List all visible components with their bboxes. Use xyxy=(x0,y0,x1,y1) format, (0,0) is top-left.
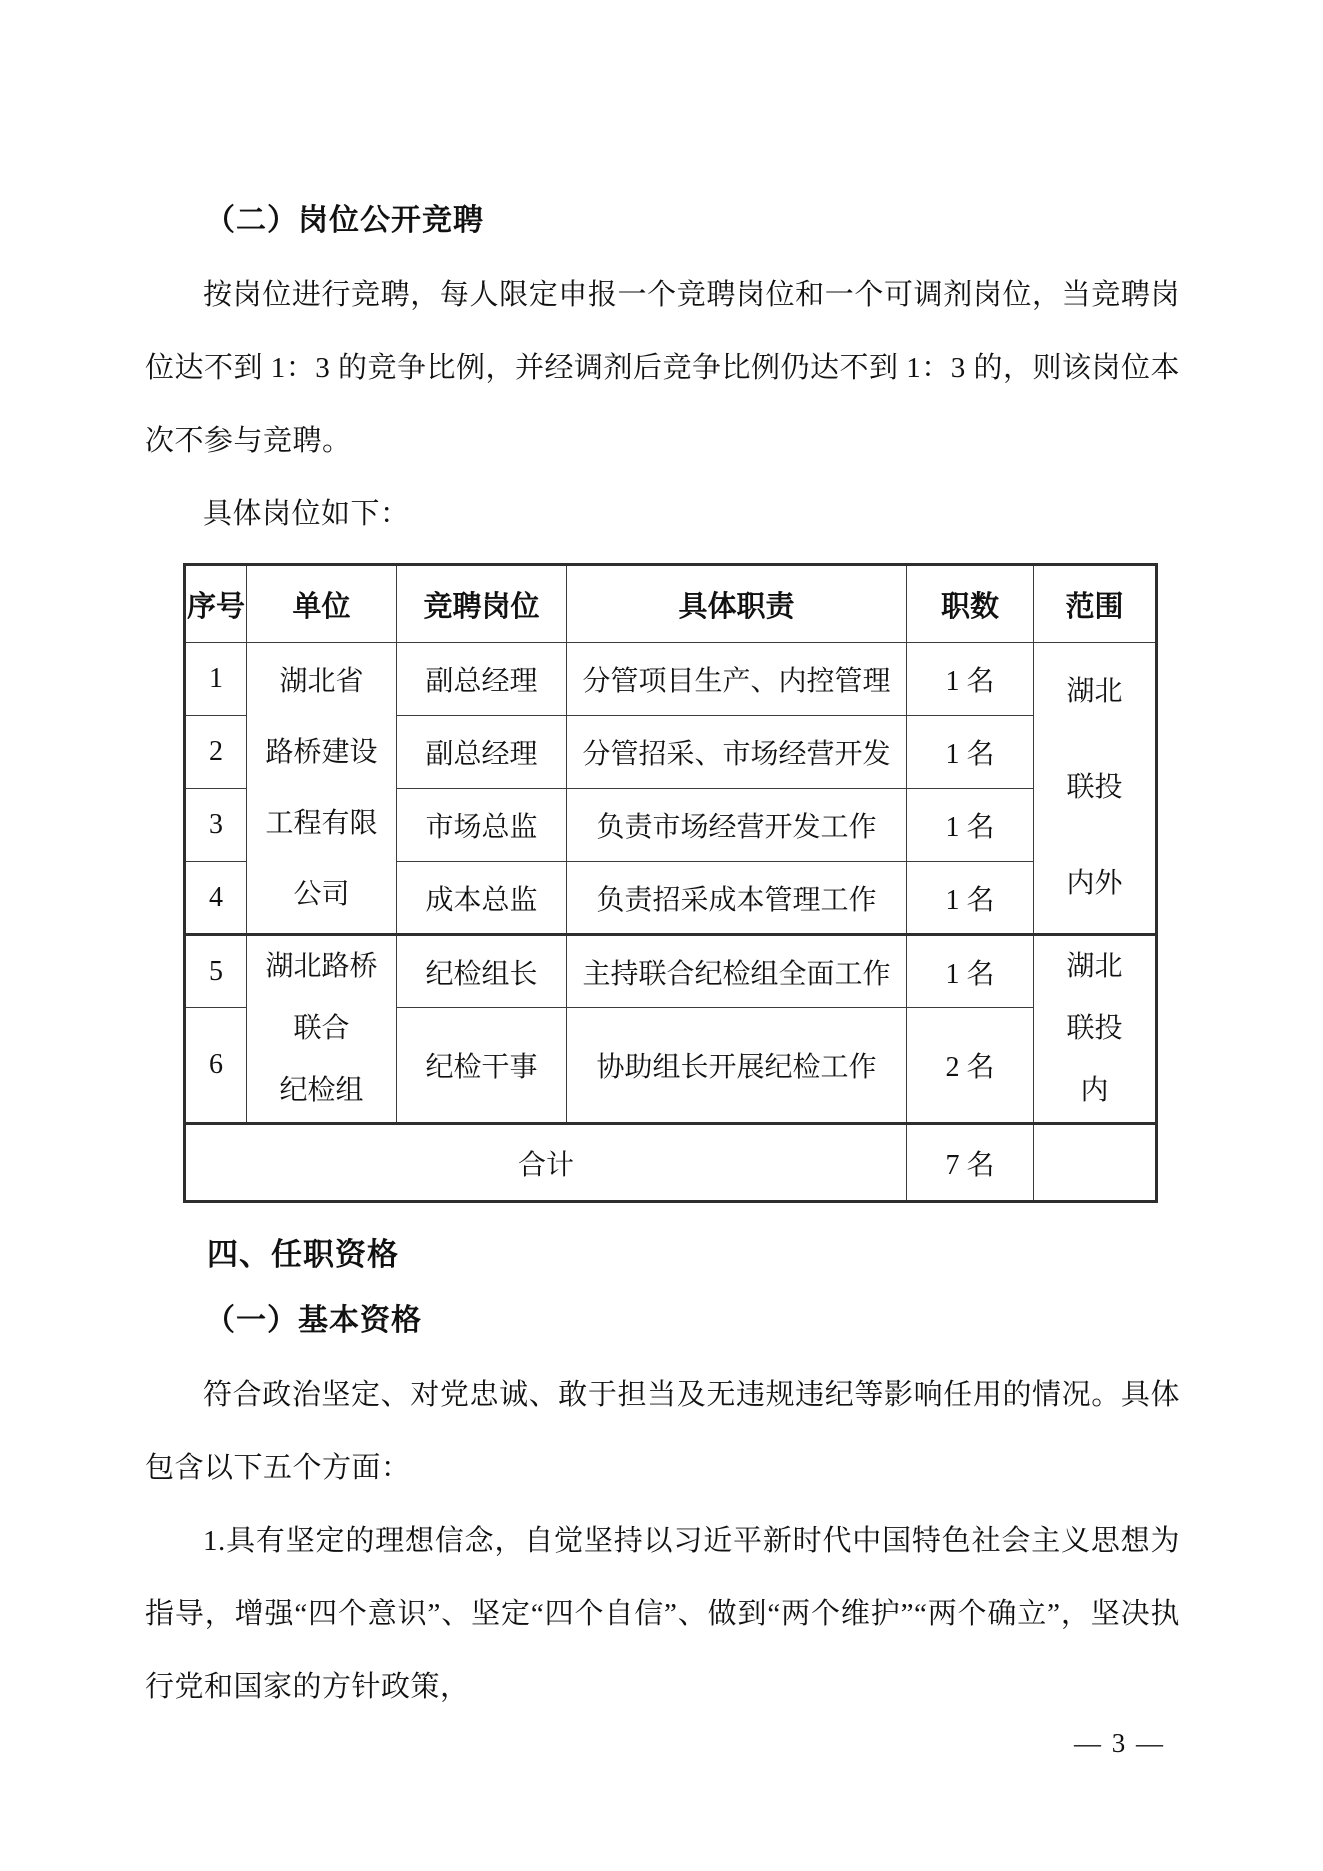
unit-line: 纪检组 xyxy=(279,1075,364,1106)
cell-count: 1 名 xyxy=(907,789,1034,862)
cell-unit-group-1 xyxy=(247,643,397,935)
cell-duty: 协助组长开展纪检工作 xyxy=(567,1008,907,1124)
scope-line: 联投 xyxy=(1066,772,1123,803)
cell-total-label: 合计 xyxy=(185,1124,907,1202)
section-heading-qualification: 四、任职资格 xyxy=(207,1237,399,1272)
cell-duty: 分管项目生产、内控管理 xyxy=(567,643,907,716)
cell-count: 1 名 xyxy=(907,716,1034,789)
unit-line: 公司 xyxy=(293,879,350,910)
unit-line: 路桥建设 xyxy=(265,737,378,768)
table-header-row xyxy=(185,565,1157,643)
cell-position: 成本总监 xyxy=(397,862,567,935)
subsection-heading-basic: （一）基本资格 xyxy=(205,1304,422,1337)
section-heading-competition: （二）岗位公开竞聘 xyxy=(205,204,484,237)
scope-line: 内 xyxy=(1080,1075,1109,1106)
header-cell-count: 职数 xyxy=(907,565,1034,643)
header-cell-duty: 具体职责 xyxy=(567,565,907,643)
cell-count: 2 名 xyxy=(907,1008,1034,1124)
table-total-row xyxy=(185,1124,1157,1202)
cell-index: 6 xyxy=(185,1008,247,1124)
cell-duty: 负责招采成本管理工作 xyxy=(567,862,907,935)
header-cell-scope: 范围 xyxy=(1034,565,1157,643)
cell-position: 市场总监 xyxy=(397,789,567,862)
unit-line: 联合 xyxy=(293,1013,350,1044)
cell-unit-group-2 xyxy=(247,935,397,1124)
cell-duty: 主持联合纪检组全面工作 xyxy=(567,935,907,1008)
cell-position: 纪检组长 xyxy=(397,935,567,1008)
cell-scope-group-1 xyxy=(1034,643,1157,935)
cell-count: 1 名 xyxy=(907,643,1034,716)
unit-line: 工程有限 xyxy=(265,808,378,839)
header-cell-position: 竞聘岗位 xyxy=(397,565,567,643)
scope-line: 湖北 xyxy=(1066,676,1123,707)
unit-line: 湖北省 xyxy=(279,666,364,697)
cell-index: 3 xyxy=(185,789,247,862)
table-row xyxy=(185,935,1157,1008)
scope-line: 湖北 xyxy=(1066,951,1123,982)
cell-count: 1 名 xyxy=(907,862,1034,935)
cell-total-scope xyxy=(1034,1124,1157,1202)
cell-index: 1 xyxy=(185,643,247,716)
cell-position: 副总经理 xyxy=(397,643,567,716)
unit-line: 湖北路桥 xyxy=(265,951,378,982)
cell-index: 5 xyxy=(185,935,247,1008)
paragraph-basic-overview: 符合政治坚定、对党忠诚、敢于担当及无违规违纪等影响任用的情况。具体包含以下五个方面： xyxy=(145,1379,1180,1484)
scope-line: 内外 xyxy=(1066,868,1123,899)
table-row xyxy=(185,643,1157,716)
cell-duty: 负责市场经营开发工作 xyxy=(567,789,907,862)
paragraph-competition-rules: 按岗位进行竞聘，每人限定申报一个竞聘岗位和一个可调剂岗位，当竞聘岗位达不到 1：3 的竞争比例，并经调剂后竞争比例仍达不到 1：3 的，则该岗位本次不参与竞聘。 xyxy=(145,279,1181,457)
cell-position: 副总经理 xyxy=(397,716,567,789)
cell-count: 1 名 xyxy=(907,935,1034,1008)
header-cell-unit: 单位 xyxy=(247,565,397,643)
positions-table xyxy=(183,563,1158,1203)
page-number: — 3 — xyxy=(1074,1728,1165,1758)
header-cell-index: 序号 xyxy=(185,565,247,643)
cell-total-count: 7 名 xyxy=(907,1124,1034,1202)
paragraph-basic-item-1: 1.具有坚定的理想信念，自觉坚持以习近平新时代中国特色社会主义思想为指导，增强“四个意识”、坚定“四个自信”、做到“两个维护”“两个确立”，坚决执行党和国家的方针政策， xyxy=(145,1525,1180,1703)
cell-duty: 分管招采、市场经营开发 xyxy=(567,716,907,789)
cell-scope-group-2 xyxy=(1034,935,1157,1124)
document-content xyxy=(145,197,1180,1724)
scope-line: 联投 xyxy=(1066,1013,1123,1044)
cell-position: 纪检干事 xyxy=(397,1008,567,1124)
paragraph-positions-intro: 具体岗位如下： xyxy=(203,498,410,530)
cell-index: 4 xyxy=(185,862,247,935)
cell-index: 2 xyxy=(185,716,247,789)
